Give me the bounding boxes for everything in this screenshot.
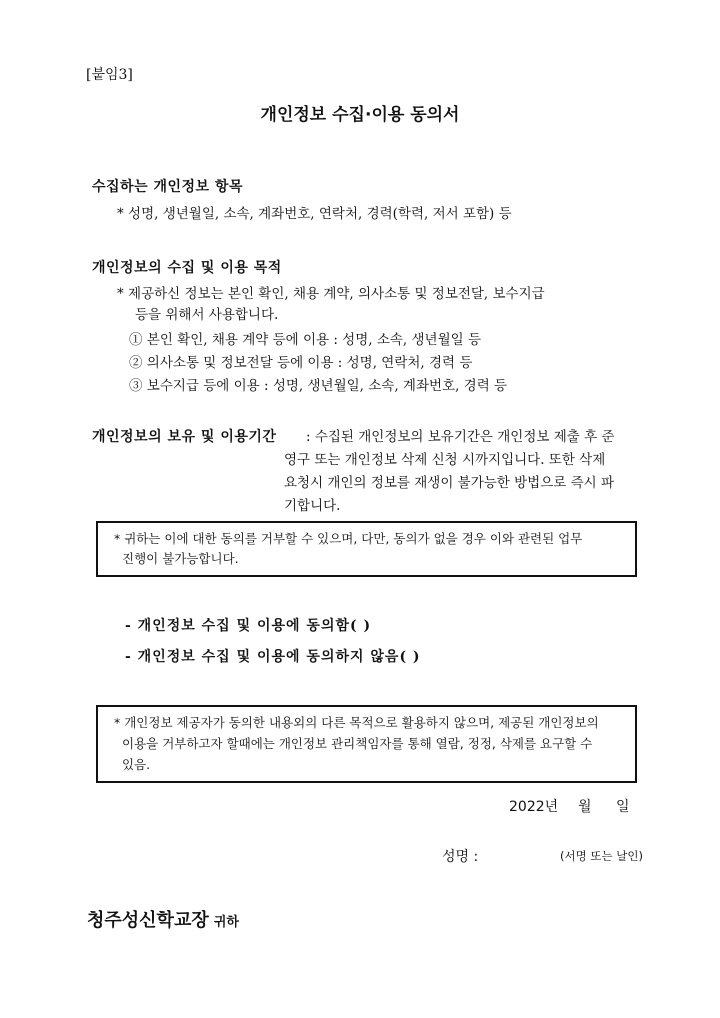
attachment-label: [붙임3] (86, 67, 133, 83)
rights-notice-line-1: * 개인정보 제공자가 동의한 내용외의 다른 목적으로 활용하지 않으며, 제공된 개인정보의 (114, 715, 599, 730)
retention-line-4: 기합니다. (284, 498, 341, 514)
retention-heading: 개인정보의 보유 및 이용기간 (92, 429, 277, 445)
purpose-line-1: * 제공하신 정보는 본인 확인, 채용 계약, 의사소통 및 정보전달, 보수지급 (117, 286, 545, 302)
retention-line-2: 영구 또는 개인정보 삭제 신청 시까지입니다. 또한 삭제 (284, 452, 606, 468)
date-year: 2022년 (509, 799, 559, 815)
items-line: * 성명, 생년월일, 소속, 계좌번호, 연락처, 경력(학력, 저서 포함) 등 (117, 206, 512, 222)
date-day: 일 (616, 799, 630, 815)
retention-line-3: 요청시 개인의 정보를 재생이 불가능한 방법으로 즉시 파 (284, 475, 614, 491)
purpose-heading: 개인정보의 수집 및 이용 목적 (92, 260, 282, 276)
signature-label: 성명 : (442, 849, 479, 865)
retention-line-1: : 수집된 개인정보의 보유기간은 개인정보 제출 후 준 (306, 429, 615, 445)
recipient-name: 청주성신학교장 (87, 910, 209, 931)
consent-disagree-option[interactable]: - 개인정보 수집 및 이용에 동의하지 않음( ) (125, 649, 421, 665)
signature-hint: (서명 또는 날인) (560, 849, 643, 863)
consent-agree-option[interactable]: - 개인정보 수집 및 이용에 동의함( ) (125, 618, 372, 634)
document-title: 개인정보 수집·이용 동의서 (260, 105, 460, 125)
refusal-notice-line-2: 진행이 불가능합니다. (122, 551, 239, 566)
refusal-notice-line-1: * 귀하는 이에 대한 동의를 거부할 수 있으며, 다만, 동의가 없을 경우 이와 관련된 업무 (114, 531, 583, 546)
rights-notice-line-2: 이용을 거부하고자 할때에는 개인정보 관리책임자를 통해 열람, 정정, 삭제를 요구할 수 (122, 736, 593, 751)
recipient-suffix: 귀하 (213, 915, 239, 930)
items-heading: 수집하는 개인정보 항목 (92, 179, 243, 195)
purpose-item-2: ② 의사소통 및 정보전달 등에 이용 : 성명, 연락처, 경력 등 (129, 355, 473, 371)
recipient (87, 906, 239, 932)
date-month: 월 (578, 799, 592, 815)
rights-notice-box (96, 705, 637, 783)
purpose-item-1: ① 본인 확인, 채용 계약 등에 이용 : 성명, 소속, 생년월일 등 (129, 332, 481, 348)
purpose-line-2: 등을 위해서 사용합니다. (135, 307, 279, 323)
refusal-notice-box (96, 521, 637, 577)
purpose-item-3: ③ 보수지급 등에 이용 : 성명, 생년월일, 소속, 계좌번호, 경력 등 (129, 378, 508, 394)
rights-notice-line-3: 있음. (122, 757, 151, 772)
